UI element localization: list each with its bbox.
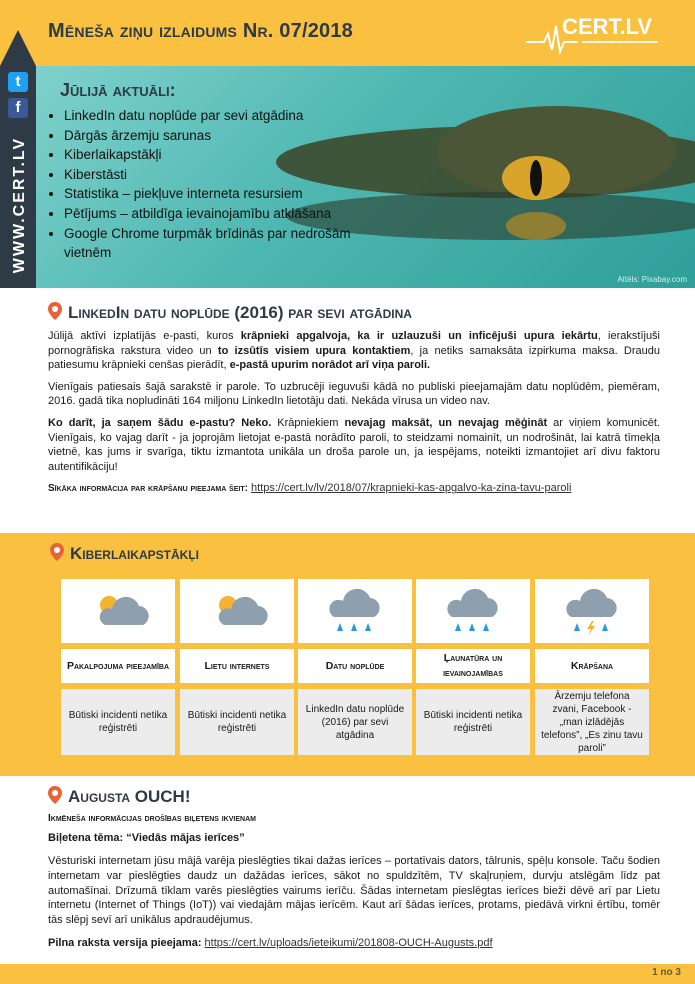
sun-cloud-icon — [61, 579, 175, 643]
ouch-title: Augusta OUCH! — [48, 786, 660, 807]
full-article: Pilna raksta versija pieejama: https://cert.lv/uploads/ieteikumi/201808-OUCH-Augusts.pdf — [48, 936, 493, 949]
weather-section — [0, 533, 695, 776]
cert-logo — [522, 6, 662, 60]
location-pin-icon — [48, 302, 62, 320]
weather-card — [298, 579, 412, 755]
hero-heading: Jūlijā aktuāli: — [60, 80, 176, 100]
paragraph: Vēsturiski internetam jūsu mājā varēja pieslēgties tikai dažas ierīces – portatīvais dators, tālrunis, spēļu konsole. Taču šodien internetam var pieslēgties daudz un dažādas ierīces, sākot no spuldzītēm, TV skaļruņiem, durvju atslēgām līdz pat automašīnai. Drīzumā tīklam varēs pieslēgties vairums ierīču. Šādas internetam pieslēgtas ierīces bieži dēvē arī par Lietu internetu (Internet of Things (IoT)) vai viedajām mājas ierīcēm. Kaut arī šādas ierīces, protams, piedāvā virkni ērtību, tomēr tās slēpj sevī arī unikālus apdraudējumus. — [48, 855, 660, 927]
rain-cloud-icon — [298, 579, 412, 643]
weather-card — [61, 579, 175, 755]
weather-card — [416, 579, 530, 755]
more-info: Sīkāka informācija par krāpšanu pieejama šeit: https://cert.lv/lv/2018/07/krapnieki-kas-apgalvo-ka-zina-tavu-paroli — [48, 482, 572, 495]
twitter-icon[interactable]: t — [8, 72, 28, 92]
location-pin-icon — [48, 786, 62, 804]
weather-card-label: Ļaunatūra un ievainojamības — [416, 649, 530, 683]
site-url[interactable]: WWW.CERT.LV — [11, 136, 28, 274]
list-item[interactable]: • LinkedIn datu noplūde par sevi atgādina — [64, 106, 384, 126]
sun-cloud-icon — [180, 579, 294, 643]
facebook-icon[interactable]: f — [8, 98, 28, 118]
list-item[interactable]: • Google Chrome turpmāk brīdinās par nedrošām vietnēm — [64, 224, 384, 263]
weather-card-desc: Būtiski incidenti netika reģistrēti — [180, 689, 294, 755]
weather-card — [535, 579, 649, 755]
weather-card-label: Pakalpojuma pieejamība — [61, 649, 175, 683]
weather-card-label: Datu noplūde — [298, 649, 412, 683]
weather-card — [180, 579, 294, 755]
paragraph: Vienīgais patiesais šajā sarakstē ir parole. To uzbrucēji ieguvuši kādā no publiski pieejamajām datu noplūdēm, piemēram, 2016. gadā tika nopludināti 164 miljonu LinkedIn lietotāju dati. Nekāda vīrusa un video nav. — [48, 380, 660, 408]
ouch-subtitle: Ikmēneša informācijas drošības biļetens ikvienam — [48, 813, 256, 824]
weather-card-desc: Ārzemju telefona zvani, Facebook - „man izlādējās telefons”, „Es zinu tavu paroli” — [535, 689, 649, 755]
rain-cloud-icon — [416, 579, 530, 643]
list-item[interactable]: • Kiberlaikapstākļi — [64, 145, 384, 165]
ouch-section — [48, 786, 660, 959]
page-title: Mēneša ziņu izlaidums Nr. 07/2018 — [48, 20, 354, 42]
paragraph: Ko darīt, ja saņem šādu e-pastu? Neko. Krāpniekiem nevajag maksāt, un nevajag mēģināt ar viņiem komunicēt. Vienīgais, ko vajag darīt - ja joprojām lietojat e-pastā norādīto paroli, to steidzami nomainīt, un nodrošināt, lai katrā tīmekļa vietnē, kas jums ir svarīga, tiktu izmantota unikāla un droša parole un, ja iespējams, noteikti izmantojiet arī divu faktoru autentifikāciju! — [48, 416, 660, 473]
full-article-link[interactable]: https://cert.lv/uploads/ieteikumi/201808-OUCH-Augusts.pdf — [204, 936, 493, 949]
list-item[interactable]: • Statistika – piekļuve interneta resursiem — [64, 184, 384, 204]
weather-title: Kiberlaikapstākļi — [50, 543, 199, 564]
page-number: 1 no 3 — [652, 967, 681, 978]
linkedin-title: LinkedIn datu noplūde (2016) par sevi atgādina — [48, 302, 660, 323]
ouch-theme: Biļetena tēma: “Viedās mājas ierīces” — [48, 832, 245, 844]
hero-banner — [36, 66, 695, 288]
header-bar — [0, 0, 695, 66]
more-info-link[interactable]: https://cert.lv/lv/2018/07/krapnieki-kas-apgalvo-ka-zina-tavu-paroli — [251, 482, 572, 495]
weather-card-label: Lietu internets — [180, 649, 294, 683]
weather-card-desc: Būtiski incidenti netika reģistrēti — [416, 689, 530, 755]
paragraph: Jūlijā aktīvi izplatījās e-pasti, kuros krāpnieki apgalvoja, ka ir uzlauzuši un inficējuši upura iekārtu, ierakstījuši pornogrāfiska rakstura video un to izsūtīs visiem upura kontaktiem, ja netiks samaksāta izpirkuma maksa. Draudu patiesumu krāpnieki cenšas pierādīt, e-pastā upurim norādot arī viņa paroli. — [48, 330, 661, 372]
weather-card-label: Krāpšana — [535, 649, 649, 683]
footer-bar — [0, 964, 695, 984]
weather-card-desc: LinkedIn datu noplūde (2016) par sevi atgādina — [298, 689, 412, 755]
list-item[interactable]: • Dārgās ārzemju sarunas — [64, 126, 384, 146]
list-item[interactable]: • Kiberstāsti — [64, 165, 384, 185]
highlights-list — [50, 106, 384, 263]
weather-card-desc: Būtiski incidenti netika reģistrēti — [61, 689, 175, 755]
sidebar — [0, 66, 36, 288]
linkedin-section — [48, 302, 660, 504]
list-item[interactable]: • Pētījums – atbildīga ievainojamību atklāšana — [64, 204, 384, 224]
storm-cloud-icon — [535, 579, 649, 643]
location-pin-icon — [50, 543, 64, 561]
svg-text:CERT.LV: CERT.LV — [562, 14, 653, 39]
image-credit: Attēls: Pixabay.com — [617, 275, 687, 284]
